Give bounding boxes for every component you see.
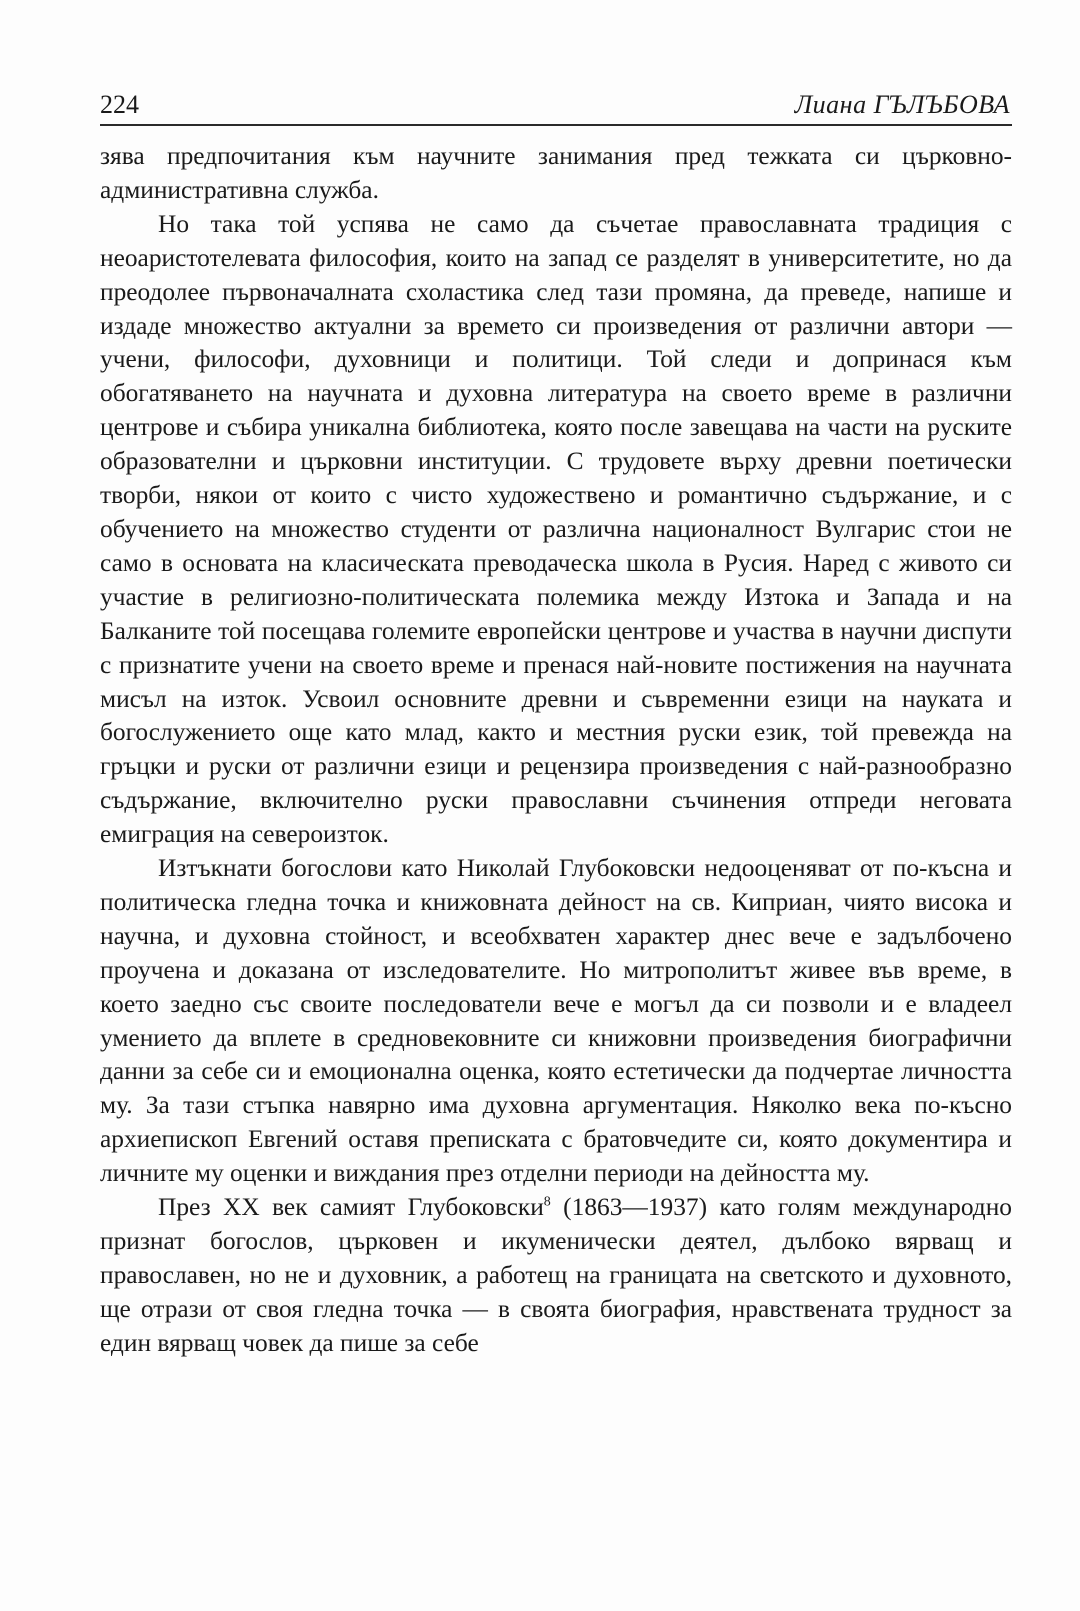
running-head-author: Лиана ГЪЛЪБОВА (794, 90, 1010, 119)
header-rule (100, 124, 1012, 126)
page-number: 224 (100, 90, 139, 119)
body-text (100, 140, 1012, 1361)
page-header (100, 82, 1010, 122)
paragraph-4-text-before: През XX век самият Глубоковски (158, 1193, 544, 1222)
paragraph-1: зява предпочитания към научните занимания пред тежката си църковно-административна служба. (100, 142, 1012, 204)
footnote-marker[interactable]: 8 (543, 1194, 551, 1210)
paragraph-4-text-after: (1863—1937) като голям международно признат богослов, църковен и икуменически деятел, дълбоко вярващ и православен, но не и духовник, а работещ на границата на светското и духовното, ще отрази от своя гледна точка — в своята биография, нравствената трудност за един вярващ човек да пише за себе (100, 1193, 1012, 1357)
paragraph-3: Изтъкнати богослови като Николай Глубоковски недооценяват от по-късна и политическа гледна точка и книжовната дейност на св. Киприан, чиято висока и научна, и духовна стойност, и всеобхватен характер днес вече е задълбочено проучена и доказана от изследователите. Но митрополитът живее във време, в което заедно със своите последователи вече е могъл да си позволи и е владеел умението да вплете в средновековните си книжовни произведения биографични данни за себе си и емоционална оценка, която естетически да подчертае личността му. За тази стъпка навярно има духовна аргументация. Няколко века по-късно архиепископ Евгений оставя преписката с братовчедите си, която документира и личните му оценки и виждания през отделни периоди на дейността му. (100, 854, 1012, 1188)
paragraph-4 (100, 1191, 1012, 1361)
paragraph-2: Но така той успява не само да съчетае православната традиция с неоаристотелевата философия, които на запад се разделят в университетите, но да преодолее първоначалната схоластика след тази промяна, да преведе, напише и издаде множество актуални за времето си произведения от различни автори — учени, философи, духовници и политици. Той следи и допринася към обогатяването на научната и духовна литература на своето време в различни центрове и събира уникална библиотека, която после завещава на части на руските образователни и църковни институции. С трудовете върху древни поетически творби, някои от които с чисто художествено и романтично съдържание, и с обучението на множество студенти от различна националност Вулгарис стои не само в основата на класическата преводаческа школа в Русия. Наред с живото си участие в религиозно-политическата полемика между Изтока и Запада и на Балканите той посещава големите европейски центрове и участва в научни диспути с признатите учени на своето време и пренася най-новите постижения на научната мисъл на изток. Усвоил основните древни и съвременни езици на науката и богослужението още като млад, както и местния руски език, той превежда на гръцки и руски от различни езици и рецензира произведения с най-разнообразно съдържание, включително руски православни съчинения отпреди неговата емиграция на североизток. (100, 209, 1012, 849)
